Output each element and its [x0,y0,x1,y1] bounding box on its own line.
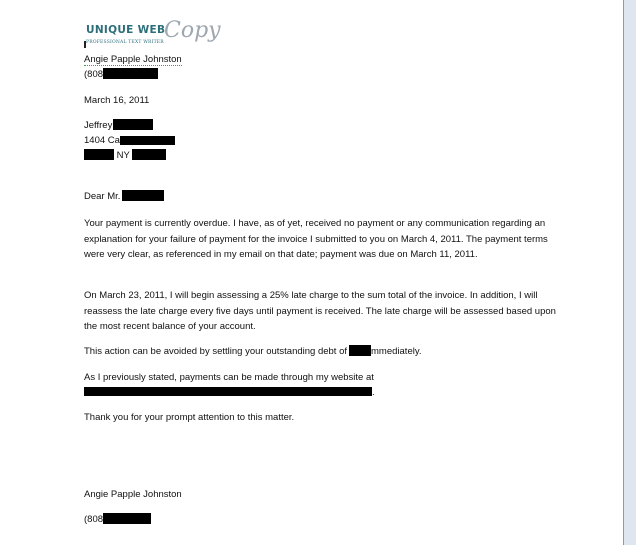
recipient-name: Jeffrey [84,118,153,134]
logo-word-copy: Copy [164,18,221,43]
vertical-scrollbar[interactable] [624,0,636,545]
redaction-block [349,345,371,356]
paragraph-thanks: Thank you for your prompt attention to this matter. [84,412,295,423]
website-link[interactable]: . [84,385,375,401]
salutation: Dear Mr. [84,189,164,205]
paragraph-overdue: Your payment is currently overdue. I have, as of yet, received no payment or any communication regarding an explanation for your failure of payment for the invoice I submitted to you on March 4, 2011. The payment terms were very clear, as referenced in my email on that date; payment was due on March 11, 2011. [84,218,548,260]
redaction-block [122,190,164,201]
logo-word-unique-web: UNIQUE WEB [86,24,166,36]
redaction-block [103,68,158,79]
paragraph-payment-website: As I previously stated, payments can be made through my website at [84,372,374,383]
logo-tagline: PROFESSIONAL TEXT WRITER [86,40,164,45]
recipient-street: 1404 Ca [84,133,175,149]
redaction-block [84,149,114,160]
closing-name: Angie Papple Johnston [84,489,182,500]
recipient-city-state: NY [84,148,166,164]
redaction-block [84,387,372,396]
redaction-block [113,119,153,130]
sender-phone: (808 [84,67,158,83]
redaction-block [120,136,175,145]
paragraph-avoid: This action can be avoided by settling your outstanding debt of mmediately. [84,346,422,357]
company-logo [84,18,221,50]
letter-date: March 16, 2011 [84,95,150,106]
closing-phone: (808 [84,512,151,528]
sender-name: Angie Papple Johnston [84,54,182,65]
redaction-block [132,149,166,160]
redaction-block [103,513,151,524]
paragraph-late-charge: On March 23, 2011, I will begin assessing a 25% late charge to the sum total of the invoice. In addition, I will reassess the late charge every five days until payment is received. The late charge will be assessed based upon the most recent balance of your account. [84,290,556,332]
